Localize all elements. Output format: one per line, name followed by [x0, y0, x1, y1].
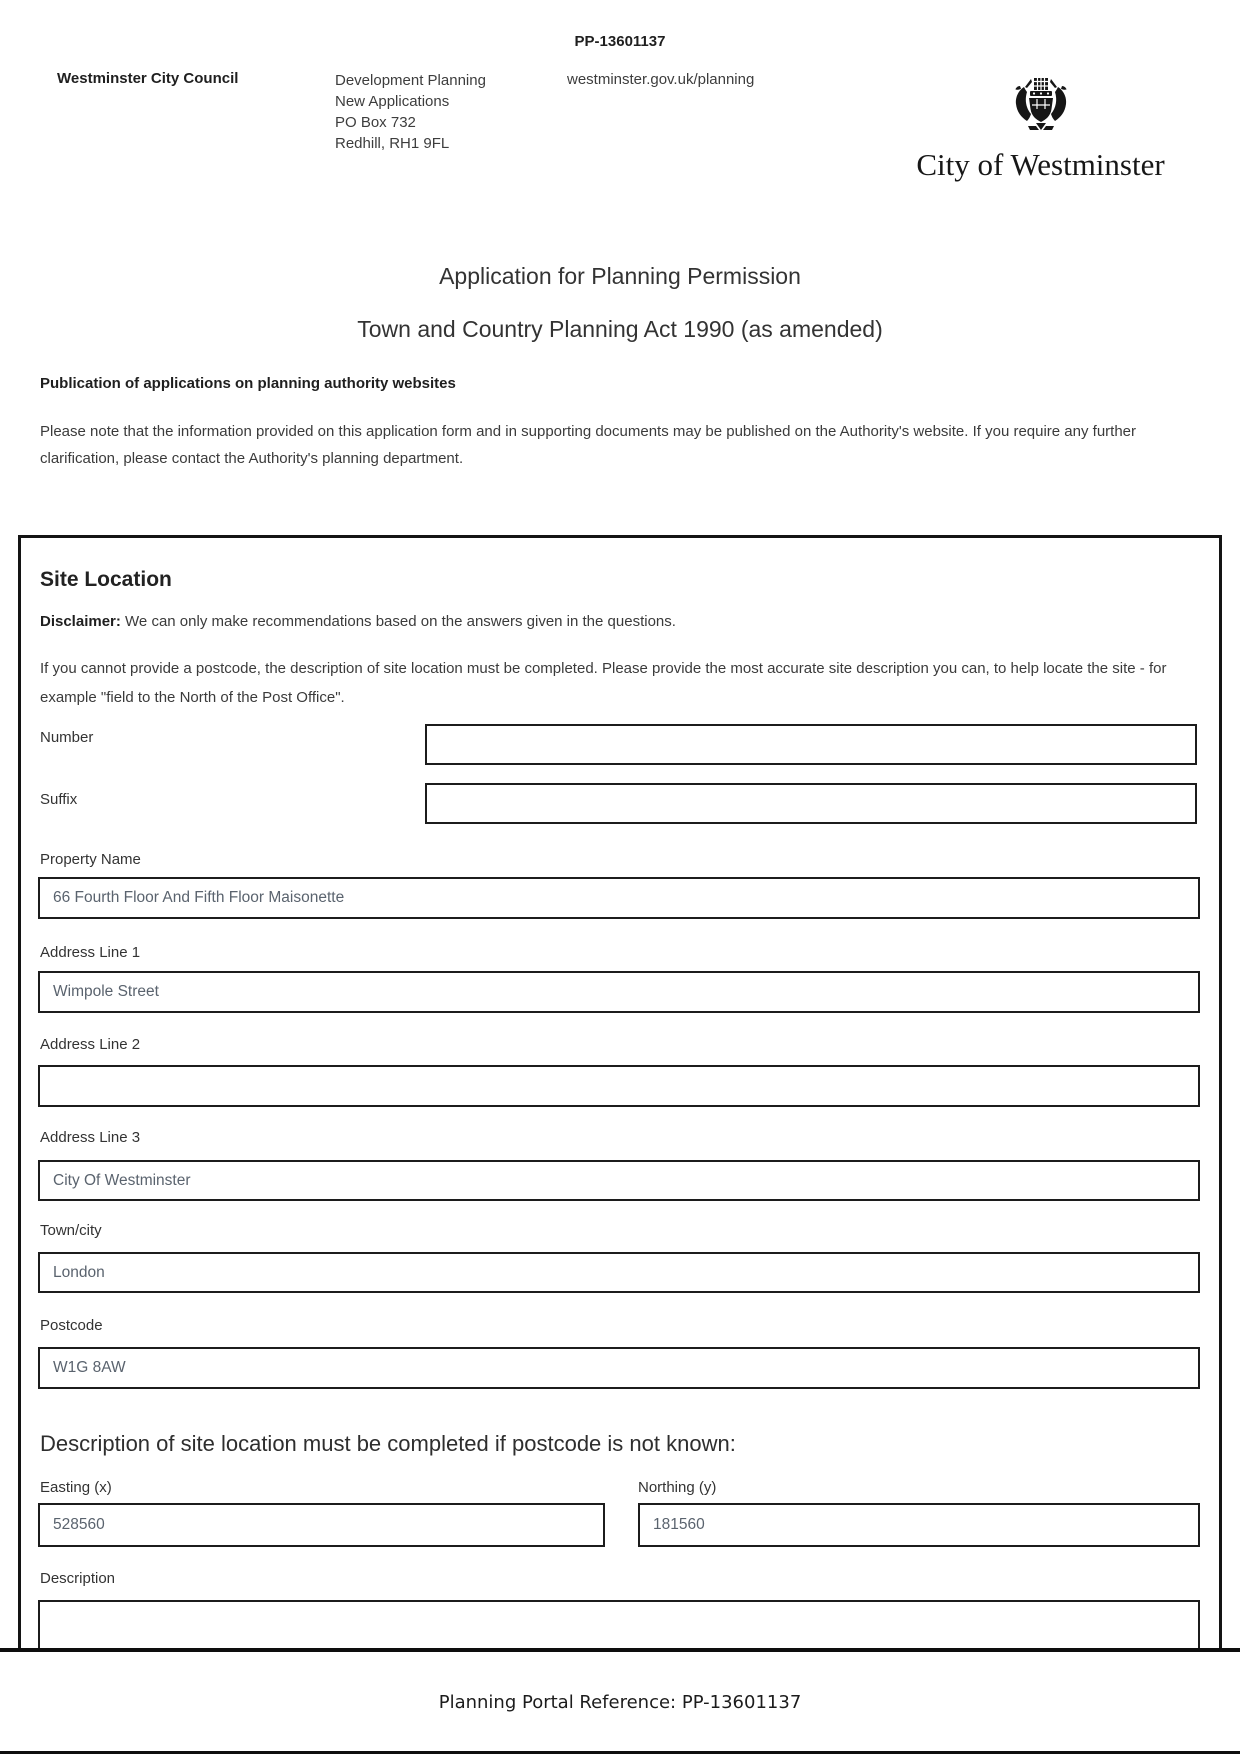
site-location-section — [18, 535, 1222, 1648]
suffix-label: Suffix — [40, 791, 78, 808]
number-label: Number — [40, 729, 94, 746]
northing-label: Northing (y) — [638, 1479, 717, 1496]
postcode-instructions: If you cannot provide a postcode, the description of site location must be completed. Please provide the most accurate site description you can, to help locate the site - for example "field to the North of the Post Office". — [40, 660, 1167, 706]
property-name-label: Property Name — [40, 851, 141, 868]
page-divider — [0, 1648, 1240, 1652]
department-address-line: New Applications — [335, 93, 450, 110]
description-label: Description — [40, 1570, 116, 1587]
council-name: Westminster City Council — [57, 70, 239, 87]
postcode-input[interactable] — [38, 1347, 1200, 1389]
address-line-3-label: Address Line 3 — [40, 1129, 141, 1146]
northing-input[interactable] — [638, 1503, 1200, 1547]
form-title: Application for Planning Permission — [439, 263, 801, 289]
westminster-crest-icon — [1011, 78, 1071, 140]
number-input[interactable] — [425, 724, 1197, 765]
easting-input[interactable] — [38, 1503, 605, 1547]
planning-portal-reference: Planning Portal Reference: PP-13601137 — [438, 1692, 802, 1713]
easting-label: Easting (x) — [40, 1479, 112, 1496]
address-line-2-label: Address Line 2 — [40, 1036, 141, 1053]
address-line-1-input[interactable] — [38, 971, 1200, 1013]
postcode-label: Postcode — [40, 1317, 103, 1334]
description-section-heading: Description of site location must be completed if postcode is not known: — [40, 1431, 736, 1456]
disclaimer-text: Disclaimer: We can only make recommendations based on the answers given in the questions. — [40, 613, 676, 630]
disclaimer-label: Disclaimer: — [40, 613, 121, 630]
department-address-line: PO Box 732 — [335, 114, 416, 131]
publication-note: Please note that the information provided on this application form and in supporting documents may be published on the Authority's website. If you require any further clarification, please contact the Authority's planning department. — [40, 423, 1137, 467]
logo-wordmark: City of Westminster — [916, 147, 1165, 182]
form-subtitle: Town and Country Planning Act 1990 (as amended) — [357, 316, 883, 342]
publication-heading: Publication of applications on planning authority websites — [40, 375, 456, 392]
site-location-heading: Site Location — [40, 568, 172, 591]
town-city-input[interactable] — [38, 1252, 1200, 1293]
town-city-label: Town/city — [40, 1222, 102, 1239]
department-address-line: Development Planning — [335, 72, 486, 89]
department-address — [335, 70, 486, 154]
address-line-3-input[interactable] — [38, 1160, 1200, 1201]
council-website-url: westminster.gov.uk/planning — [567, 71, 755, 88]
address-line-1-label: Address Line 1 — [40, 944, 141, 961]
description-input[interactable] — [38, 1600, 1200, 1648]
address-line-2-input[interactable] — [38, 1065, 1200, 1107]
department-address-line: Redhill, RH1 9FL — [335, 135, 450, 152]
application-reference: PP-13601137 — [574, 33, 666, 50]
city-of-westminster-logo — [893, 78, 1188, 183]
suffix-input[interactable] — [425, 783, 1197, 824]
property-name-input[interactable] — [38, 877, 1200, 919]
